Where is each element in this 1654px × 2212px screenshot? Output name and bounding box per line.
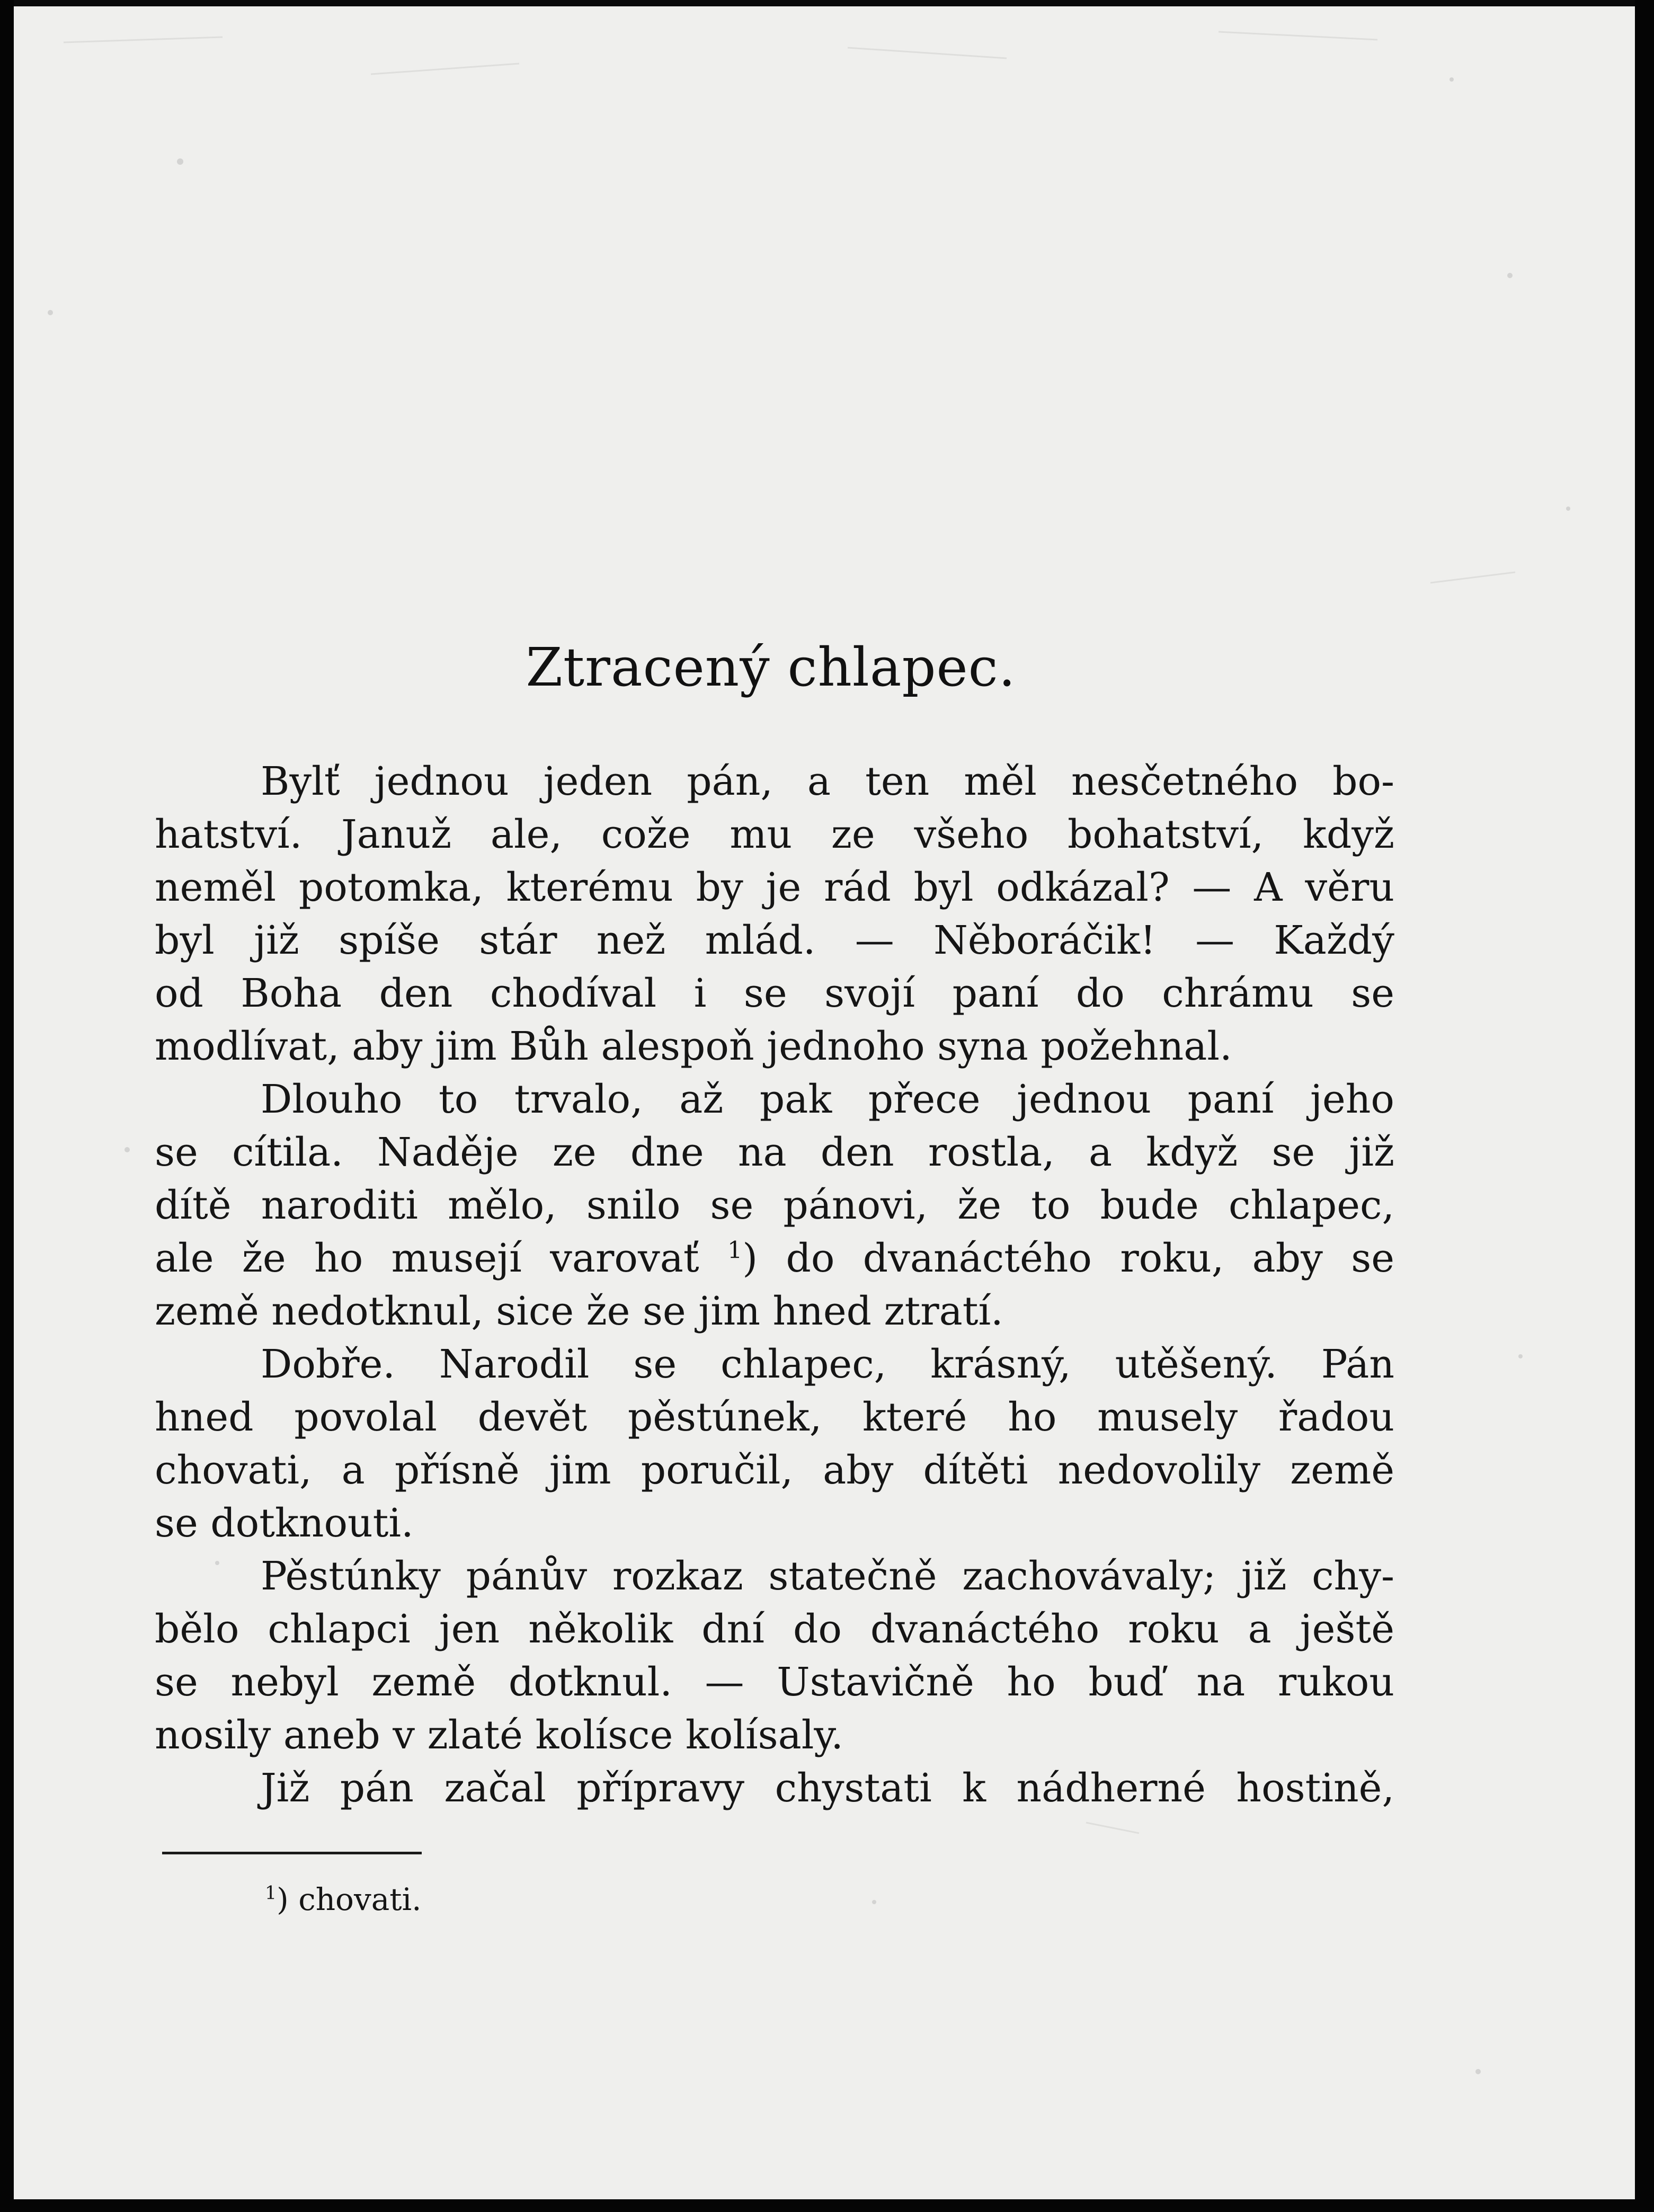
scan-border-left (0, 0, 14, 2212)
text-line: se nebyl země dotknul. — Ustavičně ho buď na rukou (155, 1659, 1394, 1705)
paragraph (155, 755, 1394, 1073)
text-fragment: ale že ho musejí varovať (155, 1236, 699, 1281)
paragraph (155, 1338, 1394, 1550)
text-line: byl již spíše stár než mlád. — Něboráčik! — Každý (155, 918, 1394, 963)
text-line: nosily aneb v zlaté kolísce kolísaly. (155, 1712, 843, 1758)
paragraph (155, 1550, 1394, 1762)
scan-border-bottom (0, 2199, 1654, 2212)
text-line: země nedotknul, sice že se jim hned ztratí. (155, 1289, 1003, 1334)
text-line-with-footnote (155, 1232, 1394, 1285)
paragraph (155, 1762, 1394, 1815)
text-line: Dlouho to trvalo, až pak přece jednou paní jeho (261, 1077, 1394, 1122)
scan-border-top (0, 0, 1654, 6)
paragraph (155, 1073, 1394, 1338)
footnote-marker: 1 (265, 1882, 277, 1904)
text-line: hatství. Januž ale, cože mu ze všeho bohatství, když (155, 812, 1394, 857)
text-line: modlívat, aby jim Bůh alespoň jednoho syna požehnal. (155, 1024, 1232, 1069)
text-line: od Boha den chodíval i se svojí paní do chrámu se (155, 971, 1394, 1016)
story-body (155, 755, 1394, 1815)
text-line: Již pán začal přípravy chystati k nádherné hostině, (261, 1765, 1394, 1811)
footnote-text: ) chovati. (277, 1881, 422, 1917)
text-line: neměl potomka, kterému by je rád byl odkázal? — A věru (155, 865, 1394, 910)
story-title: Ztracený chlapec. (526, 636, 1016, 698)
text-line: dítě naroditi mělo, snilo se pánovi, že to bude chlapec, (155, 1183, 1394, 1228)
text-line: Pěstúnky pánův rozkaz statečně zachovávaly; již chy- (261, 1553, 1394, 1599)
footnote-reference: 1 (727, 1237, 743, 1264)
text-line: bělo chlapci jen několik dní do dvanáctého roku a ještě (155, 1606, 1394, 1652)
text-line: hned povolal devět pěstúnek, které ho musely řadou (155, 1394, 1394, 1440)
footnote-divider (162, 1852, 422, 1854)
text-line: chovati, a přísně jim poručil, aby dítěti nedovolily země (155, 1447, 1394, 1493)
text-line: Dobře. Narodil se chlapec, krásný, utěšený. Pán (261, 1342, 1394, 1387)
text-line: se dotknouti. (155, 1500, 414, 1546)
text-line: se cítila. Naděje ze dne na den rostla, a když se již (155, 1130, 1394, 1175)
scan-border-right (1635, 0, 1654, 2212)
footnote (265, 1876, 1007, 1923)
text-fragment: ) do dvanáctého roku, aby se (742, 1236, 1394, 1281)
text-line: Bylť jednou jeden pán, a ten měl nesčetného bo- (261, 759, 1394, 804)
